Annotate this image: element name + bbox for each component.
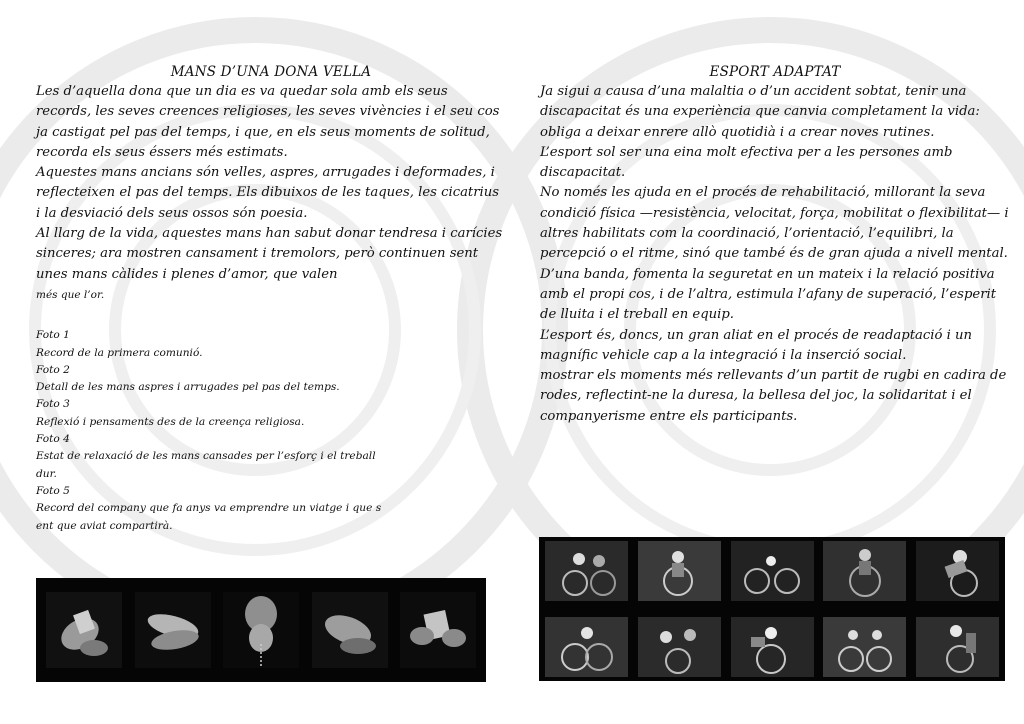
photo-hands-2 (135, 592, 211, 668)
hands-photo-strip (36, 578, 486, 682)
caption-line: Foto 3 (36, 398, 70, 411)
left-column (36, 64, 506, 535)
rugby-photo-row-2 (545, 617, 999, 677)
photo-captions (36, 327, 506, 535)
caption-line: Foto 2 (36, 363, 70, 376)
right-paragraph-1: Ja sigui a causa d’una malaltia o d’un accident sobtat, tenir una discapacitat és una experiència que canvia completament la vida: obliga a deixar enrere allò quotidià i a crear noves rutines. (540, 84, 980, 140)
photo-rugby-8 (731, 617, 814, 677)
caption-line: Record del company que fa anys va emprendre un viatge i que s (36, 502, 382, 515)
photo-rugby-10 (916, 617, 999, 677)
left-paragraph-2: Aquestes mans ancians són velles, aspres, arrugades i deformades, i reflecteixen el pas del temps. Els dibuixos de les taques, les cicatrius i la desviació dels seus ossos són poesia. (36, 165, 500, 221)
photo-rugby-7 (638, 617, 721, 677)
right-paragraph-5: L’esport és, doncs, un gran aliat en el procés de readaptació i un magnífic vehicle cap a la integració i la inserció social. (540, 327, 973, 363)
right-paragraph-6: mostrar els moments més rellevants d’un partit de rugbi en cadira de rodes, reflectint-ne la duresa, la bellesa del joc, la solidaritat i el companyerisme entre els participants. (540, 368, 1007, 424)
photo-rugby-2 (638, 541, 721, 601)
right-column (540, 64, 1010, 427)
right-title: ESPORT ADAPTAT (709, 64, 841, 80)
left-paragraph-3-tail: més que l’or. (36, 288, 105, 301)
caption-line: Estat de relaxació de les mans cansades per l’esforç i el treball (36, 450, 376, 463)
photo-rugby-5 (916, 541, 999, 601)
rugby-photo-row-1 (545, 541, 999, 601)
right-paragraph-4: D’una banda, fomenta la seguretat en un mateix i la relació positiva amb el propi cos, i de l’altra, estimula l’afany de superació, l’esperit de lluita i el treball en equip. (540, 266, 997, 323)
caption-line: Record de la primera comunió. (36, 346, 203, 359)
caption-line: dur. (36, 467, 57, 480)
photo-rugby-1 (545, 541, 628, 601)
left-title: MANS D’UNA DONA VELLA (170, 64, 372, 80)
rugby-photo-strip (539, 537, 1005, 681)
caption-line: Foto 5 (36, 484, 70, 497)
photo-hands-5 (400, 592, 476, 668)
photo-hands-4 (312, 592, 388, 668)
photo-rugby-6 (545, 617, 628, 677)
photo-hands-3 (223, 592, 299, 668)
caption-line: ent que aviat compartirà. (36, 519, 173, 532)
left-paragraph-3 (36, 224, 506, 305)
left-paragraph-1: Les d’aquella dona que un dia es va quedar sola amb els seus records, les seves creences religioses, les seves vivències i el seu cos ja castigat pel pas del temps, i que, en els seus moments de solitud, recorda els seus éssers més estimats. (36, 84, 500, 160)
caption-line: Foto 1 (36, 329, 70, 342)
photo-rugby-3 (731, 541, 814, 601)
left-paragraph-3-main: Al llarg de la vida, aquestes mans han sabut donar tendresa i carícies sinceres; ara mostren cansament i tremolors, però continuen sent unes mans càlides i plenes d’amor, que valen (36, 226, 503, 282)
right-paragraph-2: L’esport sol ser una eina molt efectiva per a les persones amb discapacitat. (540, 144, 953, 181)
photo-rugby-9 (823, 617, 906, 677)
caption-line: Detall de les mans aspres i arrugades pel pas del temps. (36, 381, 340, 394)
photo-hands-1 (46, 592, 122, 668)
caption-line: Reflexió i pensaments des de la creença religiosa. (36, 415, 305, 428)
photo-rugby-4 (823, 541, 906, 601)
caption-line: Foto 4 (36, 433, 70, 446)
right-paragraph-3: No només les ajuda en el procés de rehabilitació, millorant la seva condició física —resistència, velocitat, força, mobilitat o flexibilitat— i altres habilitats com la coordinació, l’orientació, l’equilibri, la percepció o el ritme, sinó que també és de gran ajuda a nivell mental. (540, 185, 1009, 262)
